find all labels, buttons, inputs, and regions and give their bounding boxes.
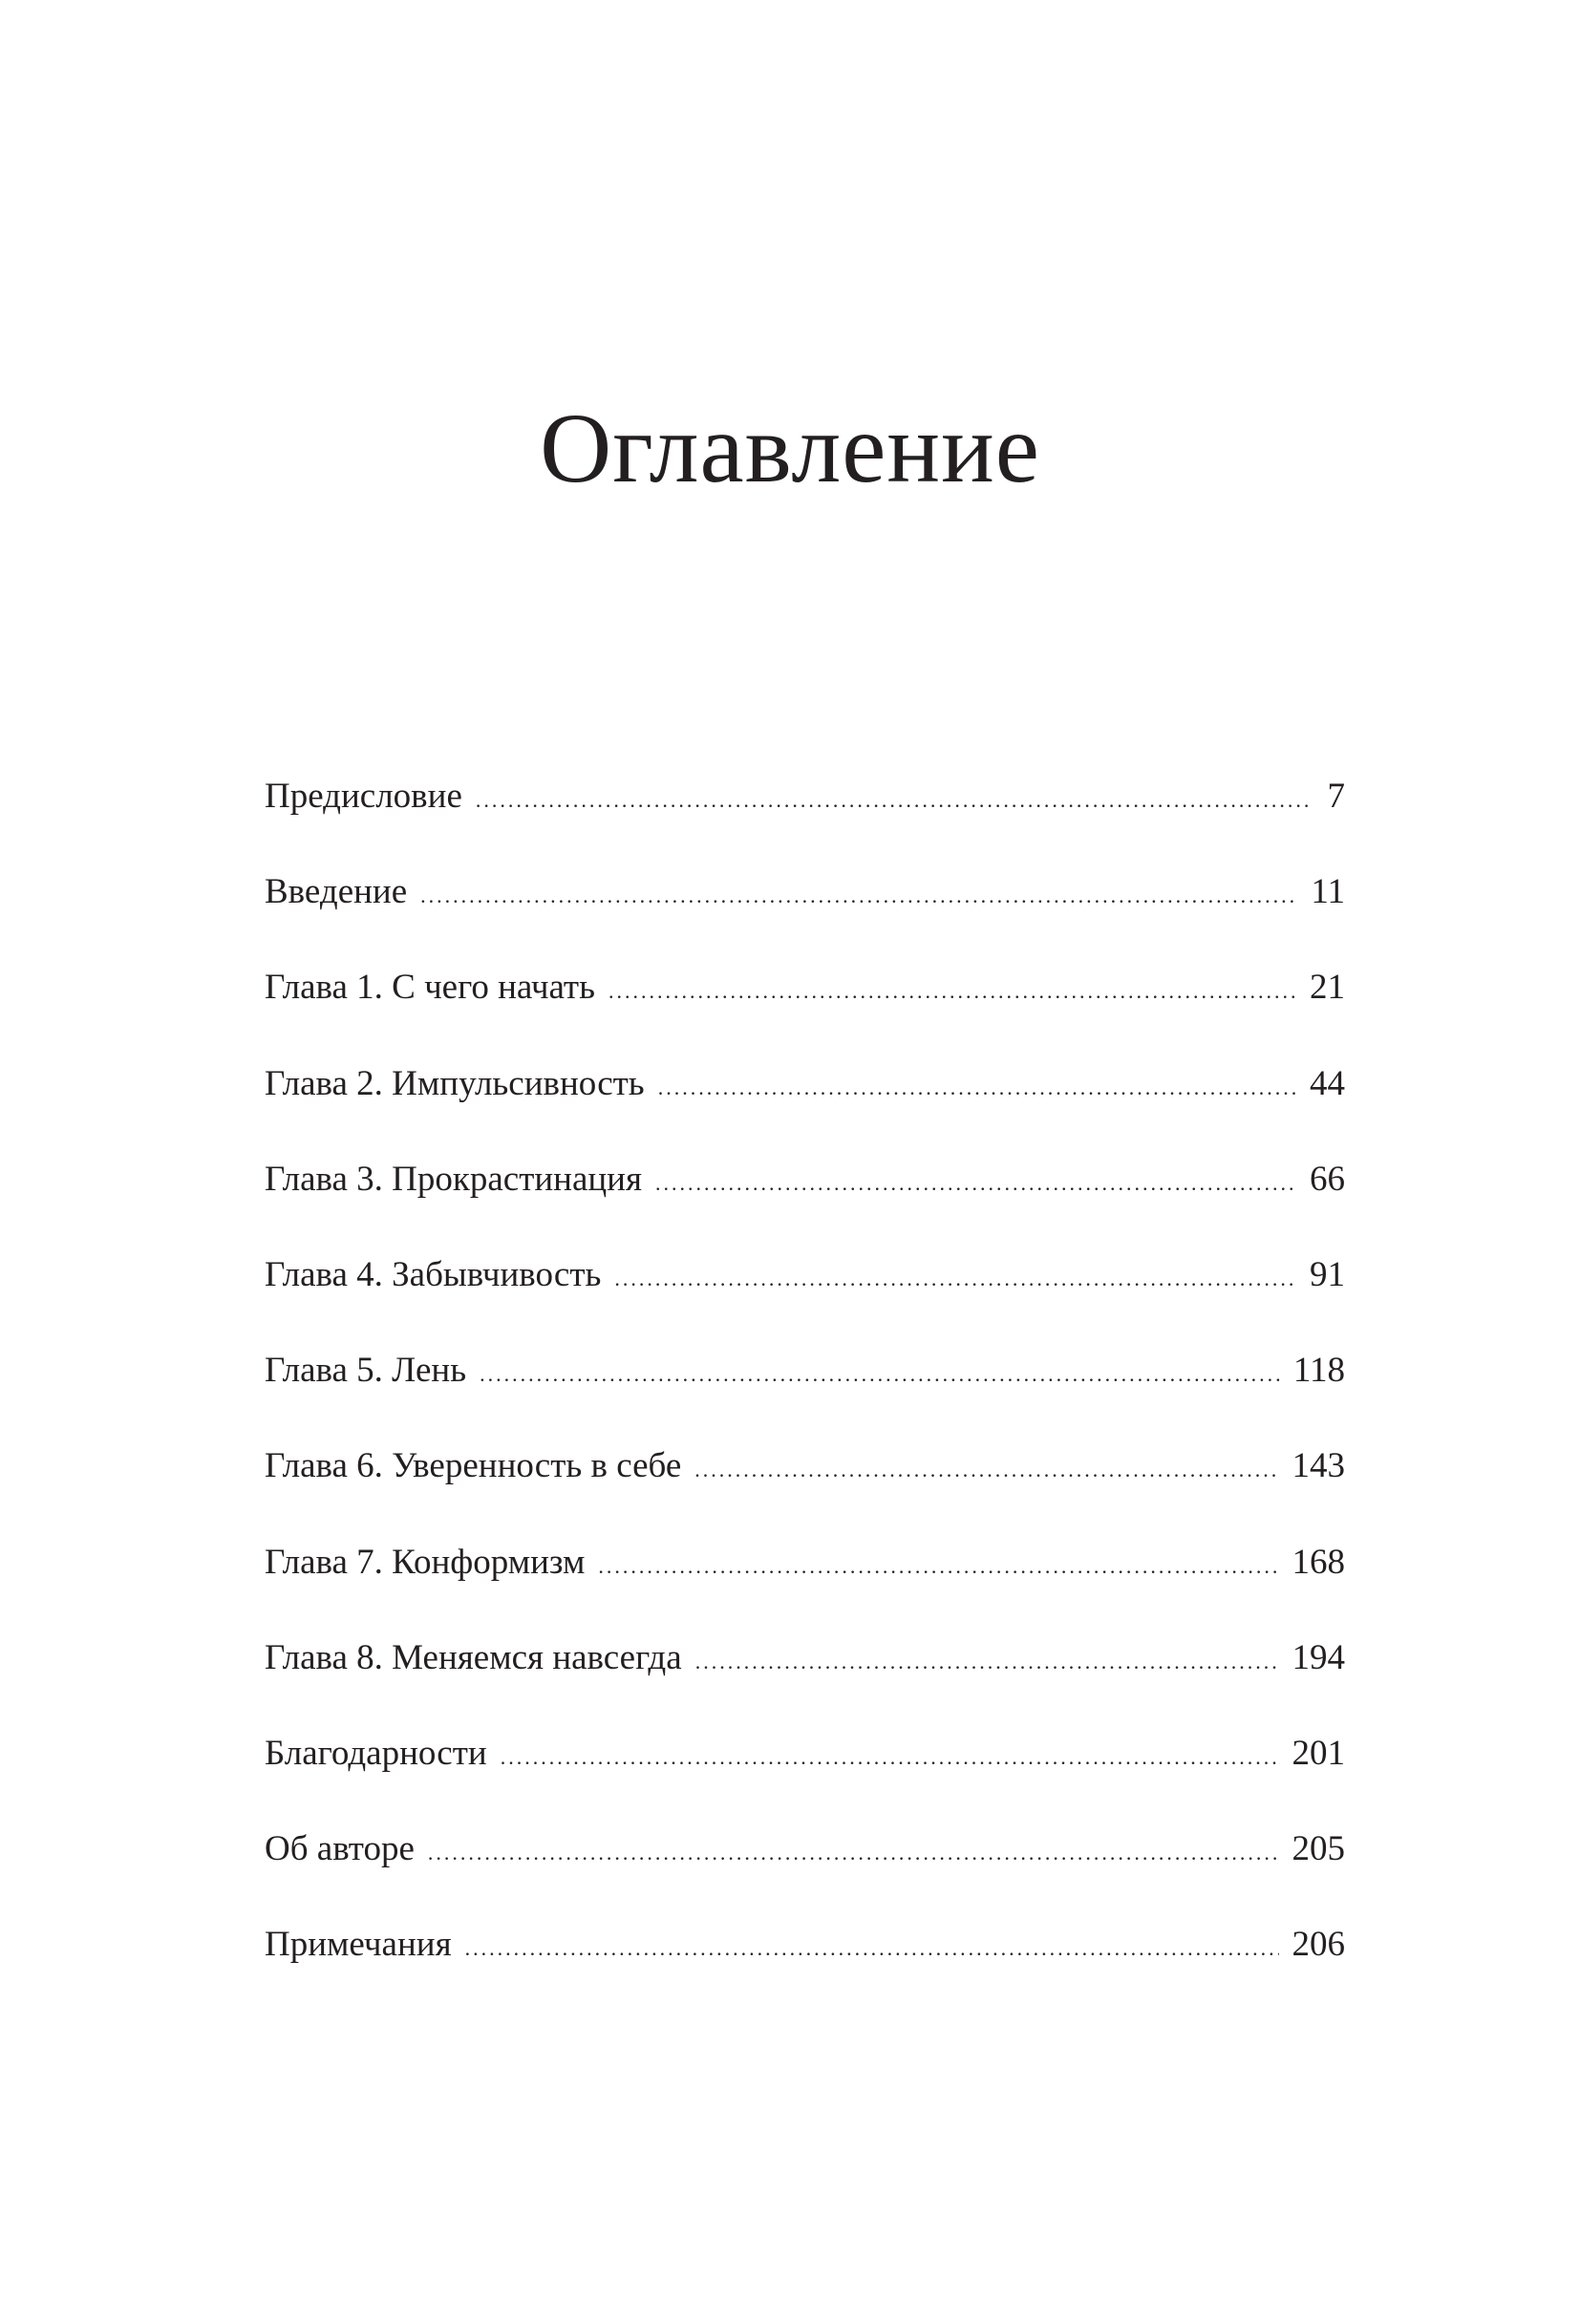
toc-entry-acknowledgements[interactable] [265, 1729, 1345, 1824]
toc-entry-introduction[interactable] [265, 867, 1345, 963]
toc-entry-page: 194 [1292, 1637, 1345, 1677]
table-of-contents [265, 772, 1345, 2015]
dot-leader [658, 1063, 1296, 1113]
toc-entry-chapter-3[interactable] [265, 1155, 1345, 1250]
toc-entry-page: 201 [1292, 1733, 1345, 1773]
toc-entry-label: Глава 7. Конформизм [265, 1542, 586, 1582]
toc-entry-page: 143 [1292, 1446, 1345, 1486]
dot-leader [655, 1159, 1296, 1208]
toc-entry-page: 66 [1310, 1159, 1345, 1199]
toc-entry-label: Глава 6. Уверенность в себе [265, 1446, 682, 1486]
dot-leader [614, 1254, 1296, 1304]
toc-entry-chapter-5[interactable] [265, 1346, 1345, 1441]
toc-entry-label: Глава 3. Прокрастинация [265, 1159, 643, 1199]
dot-leader [428, 1828, 1279, 1878]
dot-leader [476, 776, 1311, 825]
toc-entry-page: 91 [1310, 1254, 1345, 1294]
toc-entry-page: 205 [1292, 1829, 1345, 1869]
toc-entry-label: Примечания [265, 1925, 452, 1965]
toc-entry-chapter-4[interactable] [265, 1250, 1345, 1346]
toc-entry-label: Благодарности [265, 1733, 487, 1773]
toc-entry-chapter-2[interactable] [265, 1059, 1345, 1155]
toc-entry-label: Об авторе [265, 1829, 415, 1869]
toc-entry-label: Глава 1. С чего начать [265, 968, 595, 1008]
toc-entry-label: Предисловие [265, 777, 462, 816]
toc-entry-chapter-1[interactable] [265, 963, 1345, 1058]
toc-entry-page: 168 [1292, 1542, 1345, 1582]
dot-leader [480, 1350, 1280, 1399]
page-title: Оглавление [540, 394, 1040, 503]
toc-entry-label: Глава 4. Забывчивость [265, 1254, 602, 1294]
toc-entry-chapter-7[interactable] [265, 1538, 1345, 1633]
toc-entry-label: Глава 5. Лень [265, 1351, 467, 1391]
toc-entry-page: 206 [1292, 1925, 1345, 1965]
dot-leader [598, 1542, 1278, 1591]
toc-entry-page: 21 [1310, 968, 1345, 1008]
dot-leader [465, 1924, 1279, 1973]
dot-leader [695, 1637, 1279, 1687]
toc-entry-chapter-6[interactable] [265, 1441, 1345, 1537]
toc-entry-notes[interactable] [265, 1920, 1345, 2015]
toc-entry-preface[interactable] [265, 772, 1345, 867]
toc-entry-page: 118 [1292, 1351, 1345, 1391]
dot-leader [609, 967, 1296, 1016]
toc-entry-label: Введение [265, 872, 408, 912]
toc-entry-page: 11 [1311, 872, 1345, 912]
toc-entry-label: Глава 2. Импульсивность [265, 1063, 645, 1103]
toc-entry-label: Глава 8. Меняемся навсегда [265, 1637, 682, 1677]
toc-entry-chapter-8[interactable] [265, 1633, 1345, 1729]
dot-leader [694, 1445, 1278, 1495]
dot-leader [501, 1733, 1279, 1782]
toc-entry-page: 44 [1310, 1063, 1345, 1103]
dot-leader [420, 871, 1297, 921]
toc-entry-page: 7 [1327, 777, 1345, 816]
toc-entry-about-author[interactable] [265, 1824, 1345, 1920]
